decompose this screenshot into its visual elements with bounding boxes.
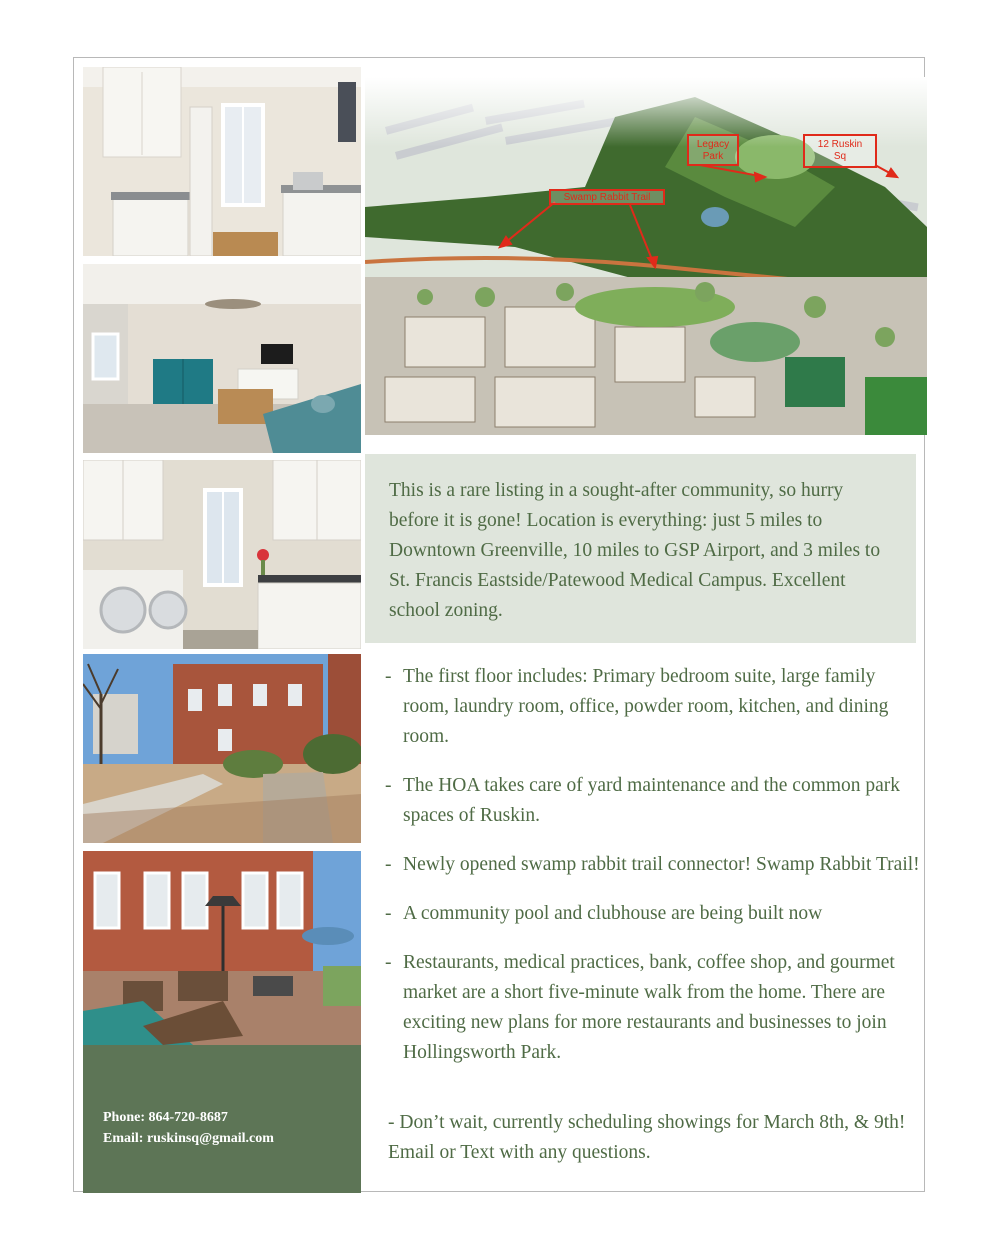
ruskin-sq-label: 12 Ruskin Sq bbox=[803, 134, 877, 168]
feature-item: - Newly opened swamp rabbit trail connector! Swamp Rabbit Trail! bbox=[385, 854, 920, 875]
closing-text: - Don’t wait, currently scheduling showings for March 8th, & 9th! Email or Text with any questions. bbox=[388, 1112, 906, 1163]
feature-item: - A community pool and clubhouse are being built now bbox=[385, 903, 823, 924]
feature-text: The first floor includes: Primary bedroom suite, large family room, laundry room, office, powder room, kitchen, and dining room. bbox=[403, 666, 889, 747]
intro-text: This is a rare listing in a sought-after community, so hurry before it is gone! Location is everything: just 5 miles to Downtown Greenville, 10 miles to GSP Airport, and 3 miles to St. Francis Eastside/Patewood Medical Campus. Excellent school zoning. bbox=[389, 480, 881, 621]
legacy-park-label: Legacy Park bbox=[687, 134, 739, 166]
patio-photo bbox=[83, 851, 361, 1045]
feature-item: - Restaurants, medical practices, bank, coffee shop, and gourmet market are a short five-minute walk from the home. There are exciting new plans for more restaurants and businesses to join Hollingsworth Park. bbox=[385, 952, 895, 1063]
feature-text: A community pool and clubhouse are being built now bbox=[403, 903, 823, 924]
feature-text: The HOA takes care of yard maintenance and the common park spaces of Ruskin. bbox=[403, 775, 901, 826]
intro-panel bbox=[365, 454, 916, 643]
laundry-room-photo bbox=[83, 460, 361, 649]
contact-phone[interactable]: Phone: 864-720-8687 bbox=[103, 1110, 228, 1125]
contact-email[interactable]: Email: ruskinsq@gmail.com bbox=[103, 1131, 274, 1146]
feature-text: Restaurants, medical practices, bank, coffee shop, and gourmet market are a short five-minute walk from the home. There are exciting new plans for more restaurants and businesses to join Hollingsworth Park. bbox=[403, 952, 895, 1063]
feature-item: - The HOA takes care of yard maintenance and the common park spaces of Ruskin. bbox=[385, 775, 901, 826]
aerial-site-plan bbox=[365, 77, 927, 435]
swamp-rabbit-trail-label: Swamp Rabbit Trail bbox=[549, 189, 665, 205]
contact-panel bbox=[83, 1045, 361, 1193]
feature-text: Newly opened swamp rabbit trail connector! Swamp Rabbit Trail! bbox=[403, 854, 920, 875]
feature-item: - The first floor includes: Primary bedroom suite, large family room, laundry room, office, powder room, kitchen, and dining room. bbox=[385, 666, 889, 747]
office-photo bbox=[83, 67, 361, 256]
feature-list bbox=[385, 662, 925, 1068]
bonus-room-photo bbox=[83, 264, 361, 453]
exterior-side-photo bbox=[83, 654, 361, 843]
